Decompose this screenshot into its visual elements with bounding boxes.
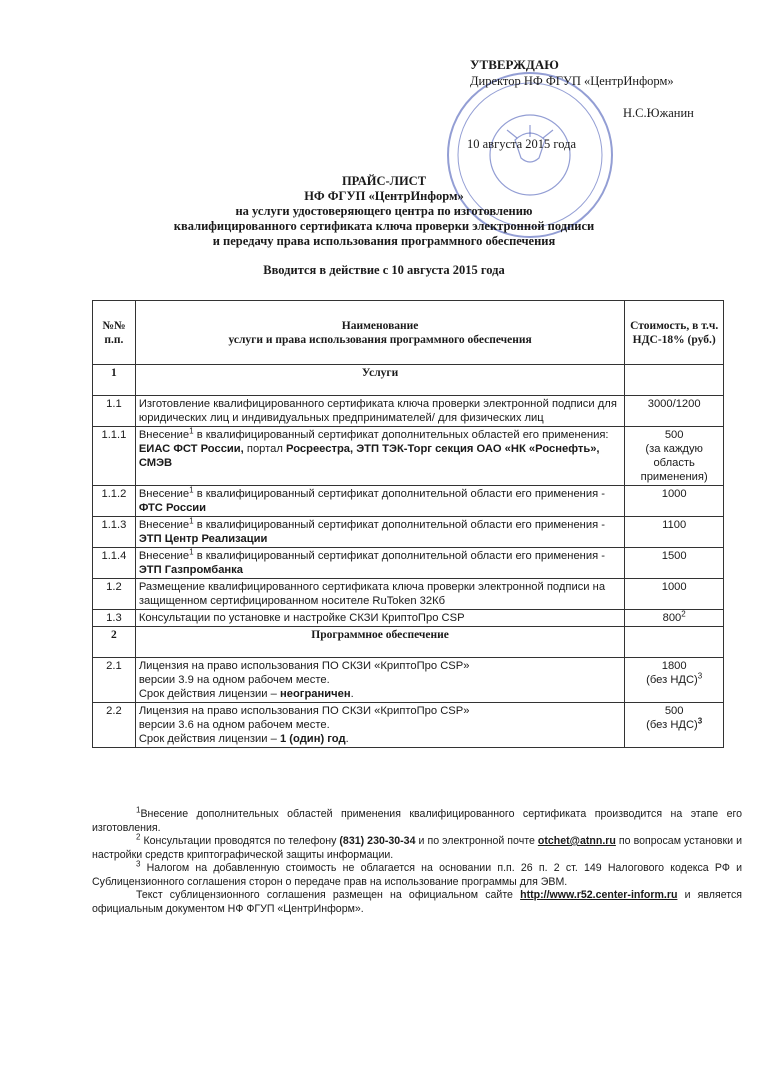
- table-row: 1.1.3 Внесение$^1$ в квалифицированный сертификат дополнительной области его применения - ЭТП Центр Реализации 1100: [93, 517, 724, 548]
- col-header-price: Стоимость, в т.ч. НДС-18% (руб.): [625, 301, 724, 365]
- price-table: [92, 300, 724, 748]
- approval-position: Директор НФ ФГУП «ЦентрИнформ»: [470, 74, 674, 88]
- footnote-2: $^2$ Консультации проводятся по телефону (831) 230-30-34 и по электронной почте otchet@atnn.ru по вопросам установки и настройки средств криптографической защиты информации.: [92, 832, 742, 861]
- table-row: 1.1.2 Внесение$^1$ в квалифицированный сертификат дополнительной области его применения - ФТС России 1000: [93, 486, 724, 517]
- table-row: 1.1.1 Внесение$^1$ в квалифицированный сертификат дополнительных областей его применения: ЕИАС ФСТ России, портал Росреестра, ЭТП ТЭК-Торг секция ОАО «НК «Роснефть», СМЭВ 500 (за каждую область применения): [93, 427, 724, 486]
- section-row-services: [93, 365, 724, 396]
- approval-date: 10 августа 2015 года: [467, 137, 577, 151]
- footnotes: [92, 805, 742, 916]
- title-line-4: квалифицированного сертификата ключа проверки электронной подписи: [173, 219, 595, 233]
- approval-block: [467, 57, 694, 152]
- table-row: 1.1 Изготовление квалифицированного сертификата ключа проверки электронной подписи для юридических лиц и индивидуальных предпринимателей/ для физических лиц 3000/1200: [93, 396, 724, 427]
- approval-signatory: Н.С.Южанин: [623, 106, 694, 120]
- approval-title: УТВЕРЖДАЮ: [470, 57, 559, 72]
- section-number: 1: [93, 365, 136, 396]
- effective-date: Вводится в действие с 10 августа 2015 года: [263, 263, 505, 277]
- section-row-software: [93, 627, 724, 658]
- table-row: 2.1 Лицензия на право использования ПО СКЗИ «КриптоПро CSP» версии 3.9 на одном рабочем месте. Срок действия лицензии – неограничен. 1800 (без НДС)$^3$: [93, 658, 724, 703]
- footnote-4: Текст сублицензионного соглашения размещен на официальном сайте http://www.r52.center-inform.ru и является официальным документом НФ ФГУП «ЦентрИнформ».: [92, 889, 742, 915]
- footnote-1: $^1$Внесение дополнительных областей применения квалифицированного сертификата производится на этапе его изготовления.: [92, 805, 742, 834]
- title-line-1: ПРАЙС-ЛИСТ: [341, 174, 427, 188]
- title-line-2: НФ ФГУП «ЦентрИнформ»: [304, 189, 464, 203]
- table-row: 1.3 Консультации по установке и настройке СКЗИ КриптоПро CSP $800^2$: [93, 610, 724, 627]
- footnote-3: $^3$ Налогом на добавленную стоимость не облагается на основании п.п. 26 п. 2 ст. 149 Налогового кодекса РФ и Сублицензионного соглашения сторон о передаче прав на использование программы для ЭВМ.: [92, 859, 742, 888]
- title-line-5: и передачу права использования программного обеспечения: [212, 234, 556, 248]
- section-title: Услуги: [135, 365, 625, 396]
- section-number: 2: [93, 627, 136, 658]
- col-header-number: №№ п.п.: [93, 301, 136, 365]
- col-header-name: Наименование услуги и права использования программного обеспечения: [135, 301, 625, 365]
- table-row: 2.2 Лицензия на право использования ПО СКЗИ «КриптоПро CSP» версии 3.6 на одном рабочем месте. Срок действия лицензии – 1 (один) год. 500 (без НДС)$^3$: [93, 703, 724, 748]
- table-row: 1.1.4 Внесение$^1$ в квалифицированный сертификат дополнительной области его применения - ЭТП Газпромбанка 1500: [93, 548, 724, 579]
- section-title: Программное обеспечение: [135, 627, 625, 658]
- website-link[interactable]: http://www.r52.center-inform.ru: [520, 889, 678, 901]
- document-title: [0, 174, 768, 278]
- table-header-row: [93, 301, 724, 365]
- table-row: 1.2 Размещение квалифицированного сертификата ключа проверки электронной подписи на защищенном сертифицированном носителе RuToken 32Кб 1000: [93, 579, 724, 610]
- email-link[interactable]: otchet@atnn.ru: [537, 835, 616, 847]
- title-line-3: на услуги удостоверяющего центра по изготовлению: [235, 204, 533, 218]
